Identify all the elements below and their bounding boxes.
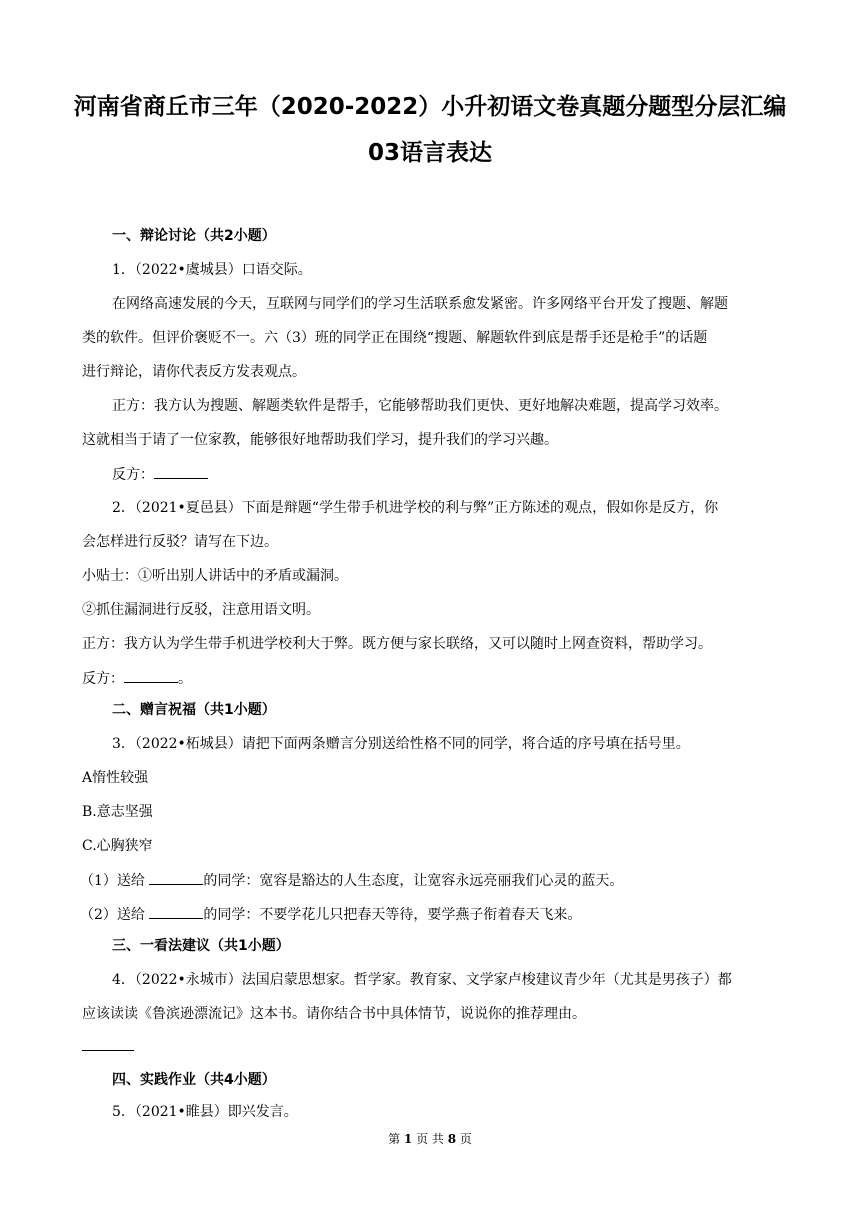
option-b: B.意志坚强 [82,804,153,820]
item-1-text: 的同学：宽容是豁达的人生态度，让宽容永远亮丽我们心灵的蓝天。 [203,873,624,889]
question-4-stem-a: 4．（2022•永城市）法国启蒙思想家。哲学家。教育家、文学家卢梭建议青少年（尤其是男孩子）都 [112,972,732,988]
question-2-stem-b: 会怎样进行反驳？请写在下边。 [82,534,278,550]
item-1-blank[interactable] [149,870,203,885]
question-1-paragraph-1a: 在网络高速发展的今天，互联网与同学们的学习生活联系愈发紧密。许多网络平台开发了搜题、解题 [112,296,728,312]
question-1-stem: 1．（2022•虞城县）口语交际。 [112,262,312,278]
page-subtitle: 03语言表达 [367,140,492,166]
section-heading-2: 二、赠言祝福（共1小题） [112,702,276,718]
question-2-tip-2: ②抓住漏洞进行反驳，注意用语文明。 [82,602,320,618]
total-page-number: 8 [447,1132,457,1146]
answer-blank[interactable] [154,464,208,479]
footer-prefix: 第 [388,1132,404,1146]
question-4-stem-b: 应该读读《鲁滨逊漂流记》这本书。请你结合书中具体情节，说说你的推荐理由。 [82,1006,586,1022]
question-1-answer [112,464,208,485]
item-2-prefix: （2）送给 [80,907,150,923]
option-a: A惰性较强 [82,770,149,786]
option-c: C.心胸狭窄 [82,838,153,854]
question-2-stem-a: 2．（2021•夏邑县）下面是辩题“学生带手机进学校的利与弊”正方陈述的观点，假如你是反方，你 [112,500,719,516]
item-1-prefix: （1）送给 [80,873,150,889]
question-4-answer-blank[interactable] [82,1050,134,1051]
question-2-answer [82,668,192,689]
footer-middle: 页 共 [412,1132,448,1146]
question-1-paragraph-2b: 这就相当于请了一位家教，能够很好地帮助我们学习，提升我们的学习兴趣。 [82,432,558,448]
question-3-item-2 [80,904,581,925]
question-5-stem: 5．（2021•睢县）即兴发言。 [112,1104,298,1120]
question-2-pro-argument: 正方：我方认为学生带手机进学校利大于弊。既方便与家长联络，又可以随时上网查资料，帮助学习。 [82,636,712,652]
question-1-paragraph-1c: 进行辩论，请你代表反方发表观点。 [82,364,306,380]
answer-blank[interactable] [124,668,178,683]
question-1-paragraph-2a: 正方：我方认为搜题、解题类软件是帮手，它能够帮助我们更快、更好地解决难题，提高学习效率。 [112,398,728,414]
current-page-number: 1 [403,1132,413,1146]
answer-label: 反方： [112,467,154,483]
answer-label: 反方： [82,671,124,687]
footer-suffix: 页 [456,1132,472,1146]
item-2-text: 的同学：不要学花儿只把春天等待，要学燕子衔着春天飞来。 [203,907,582,923]
section-heading-4: 四、实践作业（共4小题） [112,1072,276,1088]
section-heading-3: 三、一看法建议（共1小题） [112,938,290,954]
page-footer [0,1131,860,1147]
item-2-blank[interactable] [149,904,203,919]
section-heading-1: 一、辩论讨论（共2小题） [112,228,276,244]
page-title: 河南省商丘市三年（2020-2022）小升初语文卷真题分题型分层汇编 [73,94,787,120]
question-3-item-1 [80,870,623,891]
question-2-tip-1: 小贴士：①听出别人讲话中的矛盾或漏洞。 [82,568,348,584]
question-1-paragraph-1b: 类的软件。但评价褒贬不一。六（3）班的同学正在围绕“搜题、解题软件到底是帮手还是枪手”的话题 [82,330,708,346]
answer-end: 。 [178,671,192,687]
question-3-stem: 3．（2022•柘城县）请把下面两条赠言分别送给性格不同的同学，将合适的序号填在括号里。 [112,736,690,752]
